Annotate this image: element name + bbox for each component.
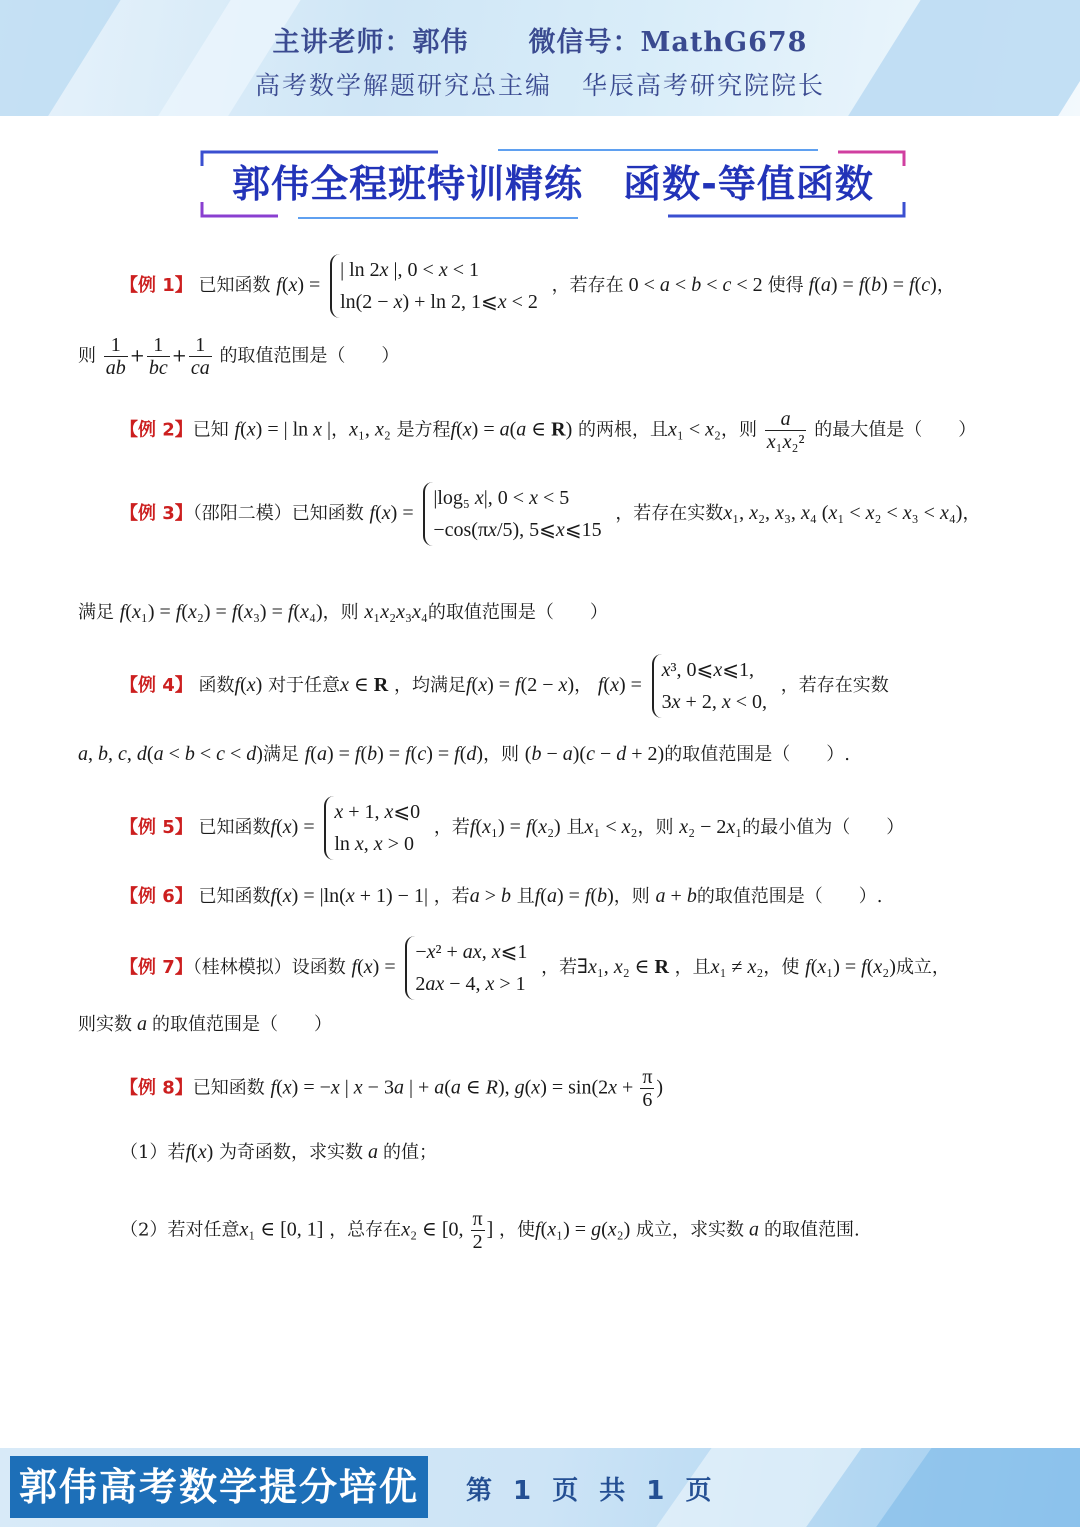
header-line-2: [0, 66, 1080, 102]
example-1-label: 【例 1】: [120, 275, 193, 296]
text: 的两根，且: [577, 419, 668, 441]
text: ，若: [433, 817, 470, 838]
page-number: 第 1 页 共 1 页: [466, 1476, 718, 1506]
text: ，则: [613, 886, 650, 907]
text: ，使: [499, 1219, 536, 1241]
text: 已知函数: [198, 817, 271, 838]
example-8-label: 【例 8】: [120, 1077, 193, 1099]
text: ，若存在实数: [780, 675, 889, 696]
teacher-name: 主讲老师：郭伟: [272, 27, 469, 58]
text: 且: [516, 886, 535, 907]
text: 成立，求实数: [636, 1219, 745, 1241]
text: 的取值范围是（ ）.: [696, 886, 883, 907]
text: 满足: [262, 744, 299, 765]
text: 满足: [78, 602, 114, 623]
example-7: 【例 7】（桂林模拟）设函数 f(x) = −x² + ax, x⩽1 2ax − 4, x > 1 ，若∃x₁, x₂ ∈ R ，且x₁ ≠ x₂，使 f(x₁) = f(x₂)成立，: [120, 936, 950, 1000]
title-box: [198, 148, 908, 220]
text: 已知: [192, 419, 229, 441]
footer-banner: [0, 1448, 1080, 1527]
text: 函数: [198, 675, 235, 696]
text: 的取值范围是（ ）.: [664, 744, 850, 765]
text: 且: [566, 817, 585, 838]
text: 已知函数: [198, 275, 271, 296]
example-4-cont: a, b, c, d(a < b < c < d)满足 f(a) = f(b) = f(c) = f(d)，则 (b − a)(c − d + 2)的取值范围是（ ）.: [78, 743, 850, 765]
role-editor: 高考数学解题研究总主编: [254, 71, 552, 100]
example-8-q1: （1）若f(x) 为奇函数，求实数 a 的值；: [120, 1141, 437, 1163]
text: 的取值范围.: [764, 1219, 860, 1241]
text: 的值；: [382, 1142, 437, 1163]
text: 成立，: [895, 957, 950, 978]
example-2-label: 【例 2】: [120, 419, 193, 441]
text: 为奇函数，求实数: [218, 1142, 363, 1163]
example-5-label: 【例 5】: [120, 817, 193, 838]
text: 是方程: [396, 419, 451, 441]
text: ，则: [322, 602, 359, 623]
page-title: [198, 148, 908, 220]
example-3-cont: 满足 f(x₁) = f(x₂) = f(x₃) = f(x₄)，则 x₁x₂x₃x₄的取值范围是（ ）: [78, 601, 608, 623]
text: 的最大值是（ ）: [814, 419, 977, 441]
example-3: 【例 3】（邵阳二模）已知函数 f(x) = |log₅ x|, 0 < x < 5 −cos(πx/5), 5⩽x⩽15 ，若存在实数x₁, x₂, x₃, x₄ (x₁ < x₂ < x₃ < x₄)，: [120, 482, 980, 546]
text: 的最小值为（ ）: [742, 817, 905, 838]
example-4-label: 【例 4】: [120, 675, 193, 696]
text: ，均满足: [393, 675, 466, 696]
text: （2）若对任意: [120, 1219, 240, 1241]
example-3-label: 【例 3】: [120, 503, 193, 524]
text: ，若存在: [551, 275, 624, 296]
example-1: 【例 1】 已知函数 f(x) = | ln 2x |, 0 < x < 1 ln(2 − x) + ln 2, 1⩽x < 2 ，若存在 0 < a < b < c < 2 使得 f(a) = f(b) = f(c)，: [120, 254, 955, 318]
text: 已知函数: [198, 886, 271, 907]
example-7-cont: 则实数 a 的取值范围是（ ）: [78, 1013, 332, 1035]
text: ，总存在: [329, 1219, 402, 1241]
wechat-id: 微信号：MathG678: [528, 27, 808, 58]
example-6-label: 【例 6】: [120, 886, 193, 907]
title-left: 郭伟全程班特训精练: [232, 162, 584, 206]
text: （桂林模拟）设函数: [192, 957, 346, 978]
title-right: 函数-等值函数: [623, 162, 874, 206]
text: 的取值范围是（ ）: [219, 345, 400, 367]
text: 使得: [767, 275, 804, 296]
text: 已知函数: [192, 1077, 265, 1099]
text: 则实数: [78, 1014, 132, 1035]
text: ，若: [541, 957, 578, 978]
text: ，则: [483, 744, 520, 765]
example-5: 【例 5】 已知函数f(x) = x + 1, x⩽0 ln x, x > 0 ，若f(x₁) = f(x₂) 且x₁ < x₂，则 x₂ − 2x₁的最小值为（ ）: [120, 796, 904, 860]
example-6: 【例 6】 已知函数f(x) = |ln(x + 1) − 1| ，若a > b 且f(a) = f(b)，则 a + b的取值范围是（ ）.: [120, 885, 883, 907]
text: 的取值范围是（ ）: [152, 1014, 332, 1035]
example-4: 【例 4】 函数f(x) 对于任意x ∈ R ，均满足f(x) = f(2 − x)， f(x) = x³, 0⩽x⩽1, 3x + 2, x < 0, ，若存在实数: [120, 654, 889, 718]
text: ，若存在实数: [615, 503, 724, 524]
example-1-cont: 则 $\frac{1}{ab}$ + $\frac{1}{bc}$ + $\frac{1}{ca}$ 的取值范围是（ ）: [78, 334, 400, 379]
example-7-label: 【例 7】: [120, 957, 193, 978]
text: 则: [78, 345, 96, 367]
text: （1）若: [120, 1142, 186, 1163]
text: ，使: [763, 957, 800, 978]
role-dean: 华辰高考研究院院长: [582, 71, 826, 100]
text: （邵阳二模）已知函数: [192, 503, 364, 524]
header-line-1: [0, 20, 1080, 59]
footer-brand: 郭伟高考数学提分培优: [10, 1456, 428, 1518]
example-2: 【例 2】已知 f(x) = | ln x |，x₁, x₂ 是方程f(x) = a(a ∈ R) 的两根，且x₁ < x₂，则 $\frac{a}{\text{x₁x₂²}}$ 的最大值是（ ）: [120, 408, 977, 453]
text: ，则: [721, 419, 757, 441]
example-8-q2: （2）若对任意x₁ ∈ [0, 1] ，总存在x₂ ∈ [0, $\frac{\pi}{2}$ ] ，使f(x₁) = g(x₂) 成立，求实数 a 的取值范围.: [120, 1208, 860, 1253]
text: ，且: [674, 957, 711, 978]
header-banner: [0, 0, 1080, 116]
text: 的取值范围是（ ）: [427, 602, 608, 623]
text: 对于任意: [268, 675, 341, 696]
text: ，若: [433, 886, 470, 907]
example-8: 【例 8】已知函数 f(x) = −x | x − 3a | + a(a ∈ R), g(x) = sin(2x + $\frac{\pi}{6}$ ): [120, 1066, 664, 1111]
text: ，则: [637, 817, 674, 838]
